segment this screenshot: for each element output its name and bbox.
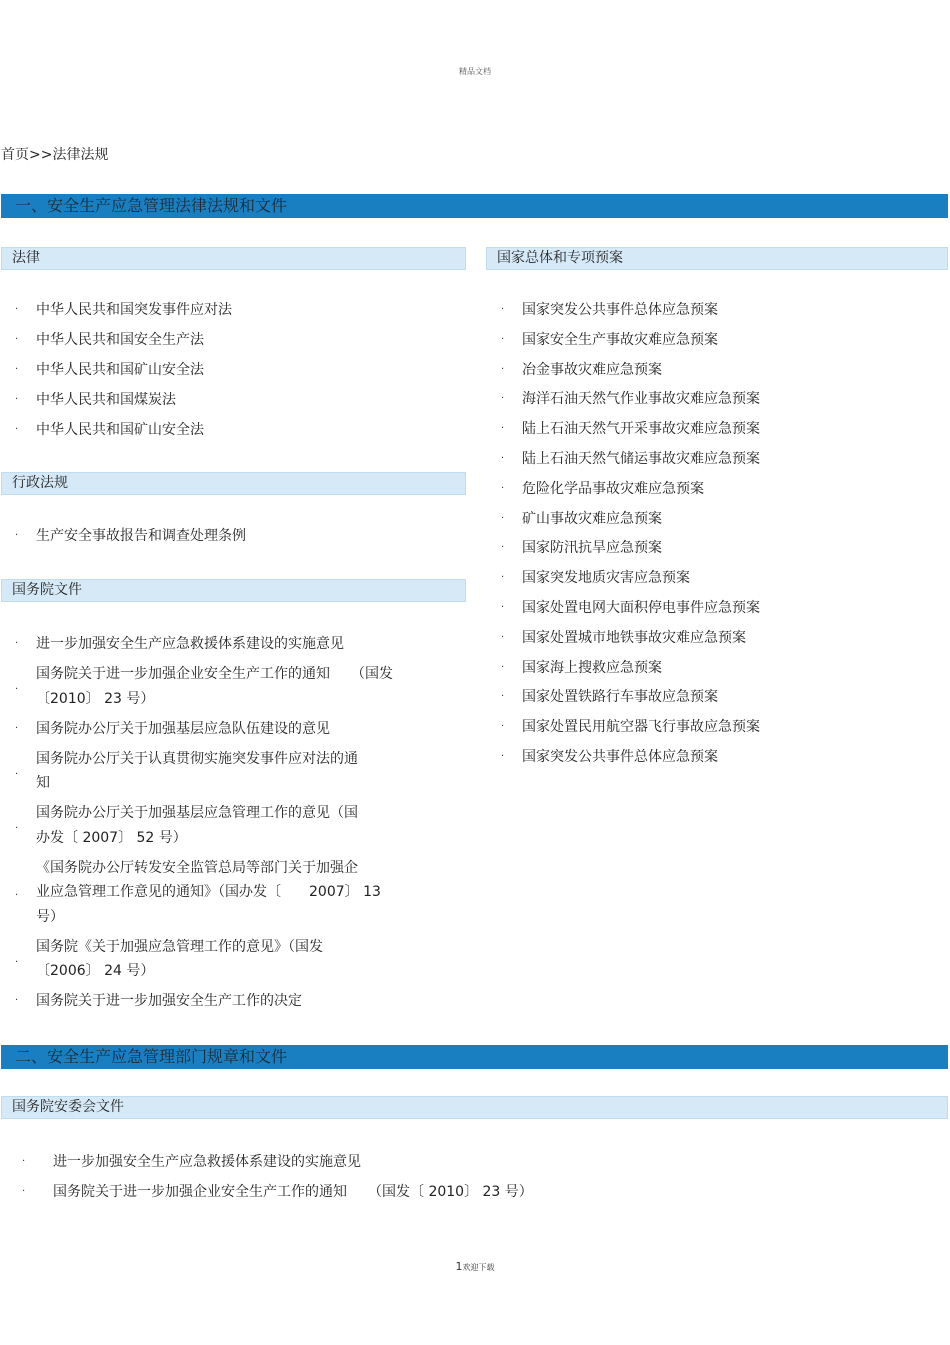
bullet-icon: ·	[501, 542, 505, 554]
bullet-icon: ·	[15, 956, 19, 968]
bullet-icon: ·	[501, 453, 505, 464]
admin-heading: 行政法规	[1, 472, 466, 495]
footer-text: 欢迎下载	[462, 1263, 495, 1272]
bullet-icon: ·	[501, 631, 505, 643]
bullet-icon: ·	[15, 334, 19, 345]
bullet-icon: ·	[15, 768, 19, 780]
bullet-icon: ·	[501, 304, 505, 315]
list-item[interactable]	[0, 717, 440, 742]
list-item-text: 中华人民共和国煤炭法	[36, 392, 176, 408]
list-item-text: 危险化学品事故灾难应急预案	[522, 480, 704, 497]
section1-title: 一、安全生产应急管理法律法规和文件	[1, 194, 948, 218]
list-item-text: 国家处置城市地铁事故灾难应急预案	[522, 629, 746, 646]
list-item-text: 办发〔 2007〕 52 号）	[36, 829, 187, 846]
list-item-text: 生产安全事故报告和调查处理条例	[36, 528, 246, 544]
list-item-text: 国家处置铁路行车事故应急预案	[522, 689, 718, 706]
bullet-icon: ·	[15, 638, 19, 649]
list-item[interactable]	[0, 856, 440, 930]
list-item-text: 国家突发公共事件总体应急预案	[522, 749, 718, 765]
list-item-text: 国务院关于进一步加强安全生产工作的决定	[36, 993, 302, 1009]
breadcrumb-home-link[interactable]: 首页	[1, 147, 29, 163]
bullet-icon: ·	[501, 751, 505, 762]
bullet-icon: ·	[501, 691, 505, 703]
bullet-icon: ·	[15, 530, 19, 541]
committee-heading: 国务院安委会文件	[1, 1096, 948, 1119]
state-heading: 国务院文件	[1, 579, 466, 602]
list-item-text: 知	[36, 775, 50, 791]
list-item-text: 国务院办公厅关于认真贯彻实施突发事件应对法的通	[36, 750, 358, 767]
bullet-icon: ·	[15, 722, 19, 734]
bullet-icon: ·	[501, 572, 505, 584]
list-item-text: 中华人民共和国矿山安全法	[36, 362, 204, 378]
watermark: 精品文档	[459, 67, 491, 76]
bullet-icon: ·	[15, 364, 19, 375]
list-item-text: 国家突发地质灾害应急预案	[522, 570, 690, 587]
list-item-text: 国家处置民用航空器飞行事故应急预案	[522, 719, 760, 736]
bullet-icon: ·	[22, 1186, 26, 1197]
law-heading: 法律	[1, 247, 466, 270]
list-item-text: 国务院关于进一步加强企业安全生产工作的通知 （国发〔 2010〕 23 号）	[53, 1184, 533, 1200]
bullet-icon: ·	[501, 721, 505, 733]
list-item-text: 国家安全生产事故灾难应急预案	[522, 331, 718, 348]
section2-title: 二、安全生产应急管理部门规章和文件	[1, 1045, 948, 1069]
bullet-icon: ·	[15, 394, 19, 405]
bullet-icon: ·	[15, 684, 19, 696]
list-item-text: 进一步加强安全生产应急救援体系建设的实施意见	[53, 1154, 361, 1170]
list-item-text: 陆上石油天然气开采事故灾难应急预案	[522, 421, 760, 438]
list-item[interactable]	[0, 747, 440, 796]
list-item-text: 陆上石油天然气储运事故灾难应急预案	[522, 451, 760, 467]
breadcrumb	[1, 144, 108, 164]
list-item-text: 中华人民共和国突发事件应对法	[36, 302, 232, 318]
list-item[interactable]	[0, 662, 440, 711]
bullet-icon: ·	[501, 393, 505, 405]
list-item-text: 中华人民共和国安全生产法	[36, 332, 204, 348]
bullet-icon: ·	[15, 995, 19, 1006]
list-item-text: 中华人民共和国矿山安全法	[36, 422, 204, 438]
list-item-text: 国家防汛抗旱应急预案	[522, 540, 662, 557]
page-number: 1	[455, 1260, 463, 1273]
bullet-icon: ·	[15, 304, 19, 315]
bullet-icon: ·	[15, 424, 19, 435]
bullet-icon: ·	[501, 482, 505, 494]
page-footer	[0, 1260, 950, 1273]
list-item-text: 《国务院办公厅转发安全监管总局等部门关于加强企	[36, 859, 358, 876]
bullet-icon: ·	[501, 333, 505, 345]
list-item-text: 海洋石油天然气作业事故灾难应急预案	[522, 391, 760, 408]
list-item-text: 国务院《关于加强应急管理工作的意见》（国发	[36, 938, 323, 955]
list-item-text: 号）	[36, 908, 64, 925]
bullet-icon: ·	[501, 661, 505, 673]
bullet-icon: ·	[501, 512, 505, 524]
list-item-text: 国务院办公厅关于加强基层应急队伍建设的意见	[36, 720, 330, 737]
list-item-text: 国家处置电网大面积停电事件应急预案	[522, 600, 760, 616]
bullet-icon: ·	[15, 890, 19, 901]
list-item[interactable]	[0, 801, 440, 850]
bullet-icon: ·	[15, 823, 19, 835]
list-item-text: 矿山事故灾难应急预案	[522, 510, 662, 527]
bullet-icon: ·	[501, 423, 505, 435]
breadcrumb-current: 法律法规	[52, 147, 109, 163]
list-item-text: 国务院办公厅关于加强基层应急管理工作的意见（国	[36, 805, 358, 821]
bullet-icon: ·	[501, 363, 505, 375]
list-item-text: 〔2010〕 23 号）	[36, 690, 155, 707]
plans-heading: 国家总体和专项预案	[486, 247, 948, 270]
bullet-icon: ·	[22, 1156, 26, 1167]
list-item-text: 冶金事故灾难应急预案	[522, 361, 662, 378]
list-item[interactable]	[0, 632, 440, 657]
breadcrumb-separator: >>	[29, 147, 53, 163]
list-item-text: 国家海上搜救应急预案	[522, 659, 662, 676]
list-item-text: 国家突发公共事件总体应急预案	[522, 302, 718, 318]
bullet-icon: ·	[501, 602, 505, 613]
list-item-text: 业应急管理工作意见的通知》（国办发〔 2007〕 13	[36, 884, 381, 900]
list-item[interactable]	[0, 989, 440, 1014]
list-item-text: 进一步加强安全生产应急救援体系建设的实施意见	[36, 636, 344, 652]
list-item-text: 〔2006〕 24 号）	[36, 963, 155, 979]
list-item[interactable]	[0, 935, 440, 984]
list-item-text: 国务院关于进一步加强企业安全生产工作的通知 （国发	[36, 666, 393, 682]
